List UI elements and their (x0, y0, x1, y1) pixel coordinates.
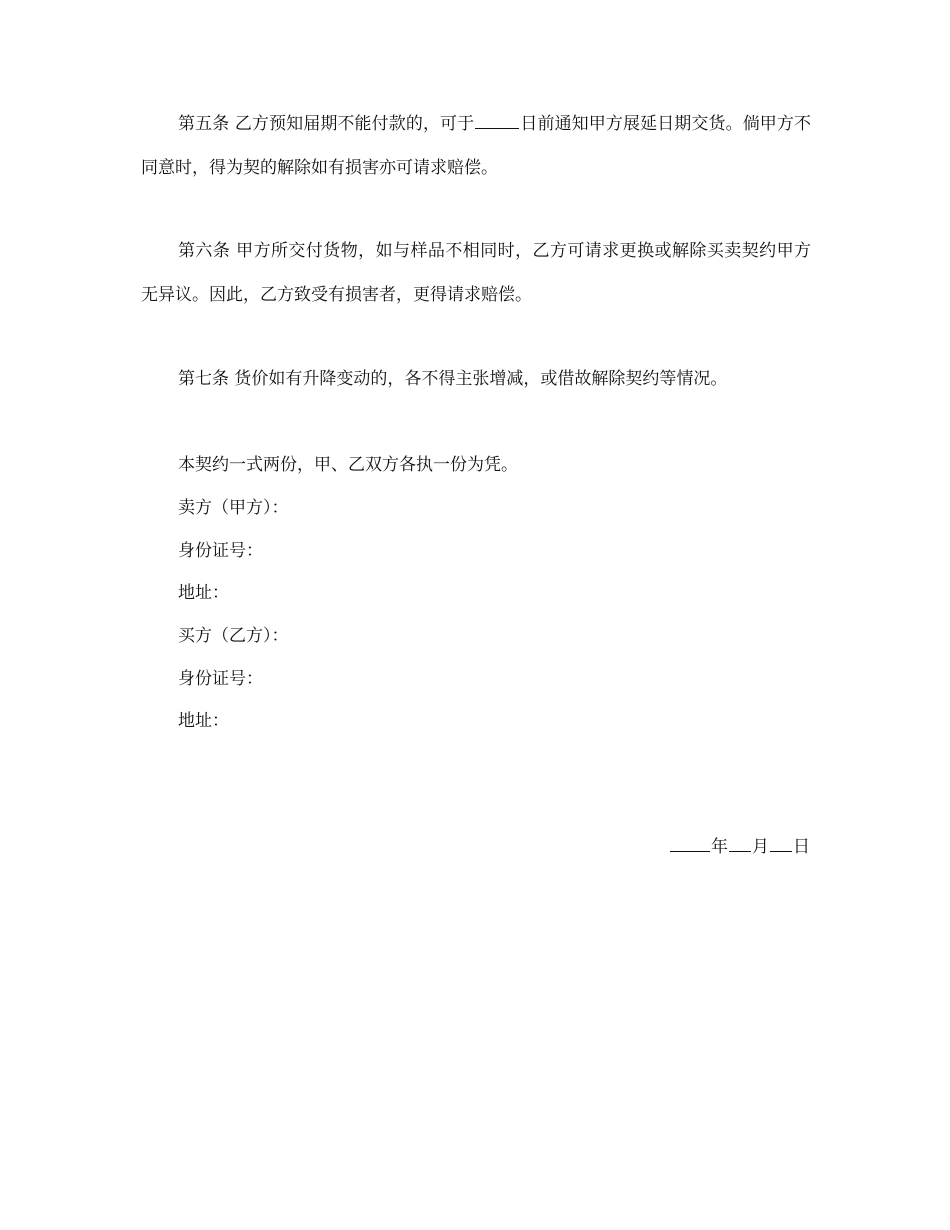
article-6-paragraph: 第六条 甲方所交付货物，如与样品不相同时，乙方可请求更换或解除买卖契约甲方无异议。因此，乙方致受有损害者，更得请求赔偿。 (141, 241, 811, 305)
day-blank (770, 850, 792, 852)
month-label: 月 (752, 837, 769, 857)
seller-address-label: 地址： (178, 583, 229, 603)
article-5-text-start: 第五条 乙方预知届期不能付款的，可于 (178, 114, 475, 134)
article-5-text-end: 日前通知甲方展延日期交货。倘甲方不同意时，得为契的解除如有损害亦可请求赔偿。 (141, 114, 812, 178)
days-blank (475, 127, 519, 129)
article-5-paragraph (141, 102, 811, 190)
seller-id-label: 身份证号： (178, 541, 263, 561)
copies-statement: 本契约一式两份，甲、乙双方各执一份为凭。 (178, 455, 518, 475)
month-blank (729, 850, 751, 852)
buyer-id-label: 身份证号： (178, 669, 263, 689)
day-label: 日 (793, 837, 810, 857)
buyer-label: 买方（乙方）： (178, 626, 289, 646)
seller-label: 卖方（甲方）： (178, 498, 289, 518)
year-blank (670, 850, 710, 852)
signing-date (669, 836, 810, 858)
buyer-address-label: 地址： (178, 711, 229, 731)
year-label: 年 (711, 837, 728, 857)
article-7-paragraph: 第七条 货价如有升降变动的，各不得主张增减，或借故解除契约等情况。 (178, 369, 728, 389)
